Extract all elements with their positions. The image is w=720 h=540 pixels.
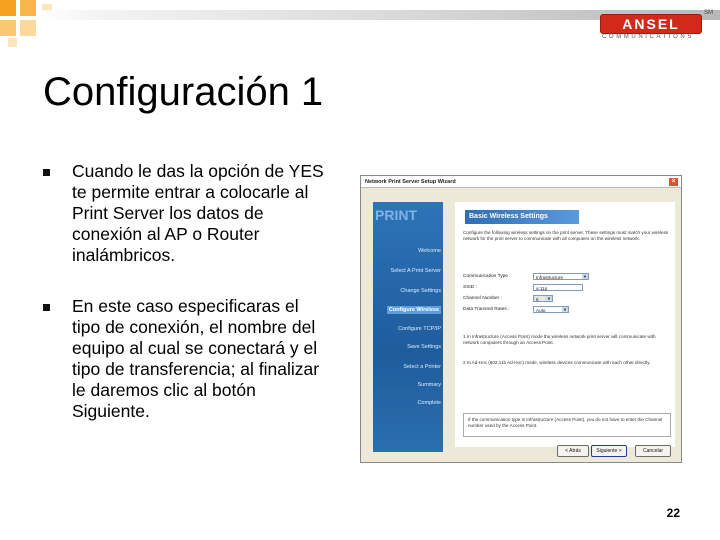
- chevron-down-icon: ▼: [583, 274, 587, 279]
- wizard-steps-pane: [373, 202, 443, 452]
- back-button[interactable]: < Atrás: [557, 445, 589, 457]
- communication-type-select[interactable]: [533, 273, 589, 280]
- wizard-content-pane: [455, 202, 675, 447]
- intro-text: Configure the following wireless settings on the print server. These settings must match your wireless network for the print server to communicate with all computers on the wireless network.: [463, 230, 669, 241]
- ssid-value: a:11p: [536, 286, 548, 291]
- print-vertical-logo: PRINT: [375, 207, 417, 223]
- basic-wireless-heading: Basic Wireless Settings: [465, 210, 579, 224]
- step-select-print-server: Select A Print Server: [390, 268, 441, 274]
- note-text: If the communication type is Infrastructure (Access Point), you do not have to enter the Channel number used by the Access Point.: [468, 417, 663, 428]
- channel-number-value: 6: [536, 297, 539, 302]
- help-adhoc: 2 In Ad-Hoc (802.11b Ad-Hoc) mode, wireless devices communicate with each other directly.: [463, 360, 651, 365]
- corner-square-4: [20, 20, 36, 36]
- slide-title: Configuración 1: [43, 70, 324, 114]
- logo-sm-mark: SM: [704, 10, 713, 16]
- ssid-label: SSID :: [463, 285, 477, 290]
- wizard-title: Network Print Server Setup Wizard: [365, 179, 456, 185]
- chevron-down-icon: ▼: [547, 296, 551, 301]
- communication-type-value: Infrastructure: [536, 275, 564, 280]
- step-save-settings: Save Settings: [407, 344, 441, 350]
- logo-subtitle: COMMUNICATIONS: [602, 34, 694, 40]
- step-welcome: Welcome: [418, 248, 441, 254]
- communication-type-label: Communication Type :: [463, 274, 511, 279]
- data-rates-select[interactable]: [533, 306, 569, 313]
- bullet-marker: [43, 304, 50, 311]
- data-rates-value: Auto: [536, 308, 546, 313]
- step-summary: Summary: [417, 382, 441, 388]
- bullet-text: Cuando le das la opción de YES te permite entrar a colocarle al Print Server los datos de conexión al AP o Router inalámbricos.: [72, 161, 324, 265]
- step-complete: Complete: [417, 400, 441, 406]
- step-change-settings: Change Settings: [400, 288, 441, 294]
- page-number: 22: [666, 506, 680, 520]
- next-button[interactable]: Siguiente >: [591, 445, 627, 457]
- ansel-logo: [600, 10, 713, 44]
- data-rates-label: Data Transmit Rates :: [463, 307, 510, 312]
- note-box: [463, 413, 671, 437]
- wizard-screenshot: [360, 175, 682, 463]
- corner-square-1: [0, 0, 16, 16]
- ssid-field[interactable]: [533, 284, 583, 291]
- step-configure-wireless: Configure Wireless: [388, 307, 439, 313]
- bullet-text: En este caso especificaras el tipo de conexión, el nombre del equipo al cual se conectará y el tipo de transferencia; al finalizar le daremos clic al botón Siguiente.: [72, 296, 320, 421]
- channel-number-label: Channel Number :: [463, 296, 502, 301]
- help-infrastructure: 1 In Infrastructure (Access Point) mode the wireless network print server will communicate with network computers through an Access Point.: [463, 334, 656, 345]
- channel-number-select[interactable]: [533, 295, 553, 302]
- chevron-down-icon: ▼: [563, 307, 567, 312]
- wizard-title-bar: [361, 176, 681, 188]
- cancel-button[interactable]: Cancelar: [635, 445, 671, 457]
- corner-square-2: [20, 0, 36, 16]
- step-select-printer: Select a Printer: [403, 364, 441, 370]
- corner-square-3: [0, 20, 16, 36]
- close-icon[interactable]: ×: [669, 178, 678, 186]
- step-configure-tcpip: Configure TCP/IP: [397, 326, 441, 332]
- corner-square-5: [8, 38, 17, 47]
- bullet-marker: [43, 169, 50, 176]
- logo-wordmark: ANSEL: [600, 14, 702, 34]
